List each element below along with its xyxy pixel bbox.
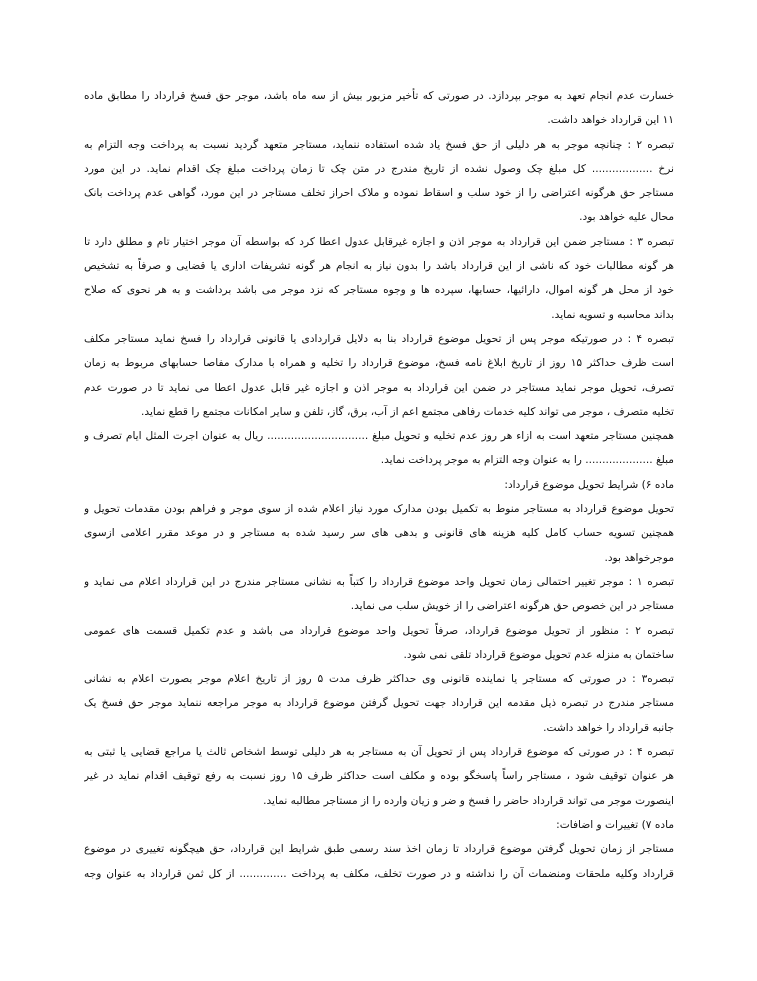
text-line: تصرف، تحویل موجر نماید مستاجر در ضمن این قرارداد به موجر اذن و اجازه غیر قابل عدول اعطا می نماید تا در صورت عدم <box>84 381 674 394</box>
text-line: تخلیه متصرف ، موجر می تواند کلیه خدمات رفاهی مجتمع اعم از آب، برق، گاز، تلفن و سایر امکانات مجتمع را قطع نماید. <box>141 405 674 418</box>
text-line: ساختمان به منزله عدم تحویل موضوع قرارداد تلقی نمی شود. <box>403 648 674 661</box>
section-heading: ماده ۷) تغییرات و اضافات: <box>556 818 674 831</box>
text-line: جانبه قرارداد را خواهد داشت. <box>543 721 674 734</box>
text-line: مبلغ .................... را به عنوان وجه التزام به موجر پرداخت نماید. <box>380 454 674 467</box>
text-line: اینصورت موجر می تواند قرارداد حاضر را فسخ و ضر و زیان وارده را از مستاجر مطالبه نماید. <box>263 794 674 807</box>
text-line: هر عنوان توقیف شود ، مستاجر راساً پاسخگو بوده و مکلف است حداکثر ظرف ۱۵ روز نسبت به رفع توقیف اقدام نماید در غیر <box>84 770 674 783</box>
text-line: تبصره ۳ : مستاجر ضمن این قرارداد به موجر اذن و اجازه غیرقابل عدول اعطا کرد که بواسطه آن موجر اختیار تام و مطلق دارد تا <box>84 235 674 248</box>
text-line: تبصره ۴ : در صورتیکه موجر پس از تحویل موضوع قرارداد بنا به دلایل قراردادی یا قانونی قرارداد را فسخ نماید مستاجر مکلف <box>84 332 674 345</box>
text-line: تبصره ۲ : منظور از تحویل موضوع قرارداد، صرفاً تحویل واحد موضوع قرارداد می باشد و عدم تکمیل قسمت های عمومی <box>84 624 674 637</box>
text-line: مستاجر در این خصوص حق هرگونه اعتراضی را از خویش سلب می نماید. <box>350 600 674 613</box>
text-line: مستاجر مندرج در تبصره ذیل مقدمه این قرارداد جهت تحویل گرفتن موضوع قرارداد به موجر مراجعه ننماید موجر حق فسخ یک <box>84 697 674 710</box>
text-line: همچنین مستاجر متعهد است به ازاء هر روز عدم تخلیه و تحویل مبلغ .............................. ریال به عنوان اجرت المثل ایام تصرف و <box>84 430 674 443</box>
text-line: موجرخواهد بود. <box>604 551 674 564</box>
document-body <box>84 84 674 886</box>
text-line: تبصره ۲ : چنانچه موجر به هر دلیلی از حق فسخ یاد شده استفاده ننماید، مستاجر متعهد گردید نسبت به پرداخت وجه التزام به <box>84 138 674 151</box>
text-line: تبصره ۴ : در صورتی که موضوع قرارداد پس از تحویل آن به مستاجر به هر دلیلی توسط اشخاص ثالث یا مراجع قضایی یا ثبتی به <box>84 746 674 759</box>
text-line: نرخ .................. کل مبلغ چک وصول نشده از تاریخ مندرج در متن چک تا زمان پرداخت مبلغ چک اقدام نماید. در این مورد <box>84 162 674 175</box>
text-line: ۱۱ این قرارداد خواهد داشت. <box>547 114 674 127</box>
text-line: خود از محل هر گونه اموال، دارائیها، حسابها، سپرده ها و وجوه مستاجر که نزد موجر می باشد برداشت و به هر نحوی که صلاح <box>84 284 674 297</box>
text-line: است ظرف حداکثر ۱۵ روز از تاریخ ابلاغ نامه فسخ، موضوع قرارداد را تخلیه و همراه با مدارک مفاصا حسابهای مربوط به زمان <box>84 357 674 370</box>
text-line: هر گونه مطالبات خود که ناشی از این قرارداد باشد را بدون نیاز به انجام هر گونه تشریفات اداری یا قضایی و صرفاً به تشخیص <box>84 260 674 273</box>
text-line: مستاجر از زمان تحویل گرفتن موضوع قرارداد تا زمان اخذ سند رسمی طبق شرایط این قرارداد، حق هیچگونه تغییری در موضوع <box>84 843 674 856</box>
text-line: قرارداد وکلیه ملحقات ومنضمات آن را نداشته و در صورت تخلف، مکلف به پرداخت .............. از کل ثمن قرارداد به عنوان وجه <box>84 867 674 880</box>
text-line: محال علیه خواهد بود. <box>579 211 674 224</box>
section-heading: ماده ۶) شرایط تحویل موضوع قرارداد: <box>504 478 674 491</box>
text-line: بداند محاسبه و تسویه نماید. <box>551 308 674 321</box>
text-line: خسارت عدم انجام تعهد به موجر بپردازد. در صورتی که تأخیر مزبور بیش از سه ماه باشد، موجر حق فسخ قرارداد را مطابق ماده <box>84 90 674 102</box>
text-line: تبصره۳ : در صورتی که مستاجر یا نماینده قانونی وی حداکثر ظرف مدت ۵ روز از تاریخ اعلام موجر بصورت اعلام به نشانی <box>84 673 674 686</box>
text-line: مستاجر حق هرگونه اعتراضی را از خود سلب و اسقاط نموده و ملاک احراز تخلف مستاجر در این مورد، گواهی عدم پرداخت بانک <box>84 187 674 200</box>
text-line: تبصره ۱ : موجر تغییر احتمالی زمان تحویل واحد موضوع قرارداد را کتباً به نشانی مستاجر مندرج در این قرارداد اعلام می نماید و <box>84 575 674 588</box>
text-line: همچنین تسویه حساب کامل کلیه هزینه های قانونی و بدهی های سر رسید شده به مستاجر و در موعد مقرر اعلامی ازسوی <box>84 527 674 540</box>
text-line: تحویل موضوع قرارداد به مستاجر منوط به تکمیل بودن مدارک مورد نیاز اعلام شده از سوی موجر و فراهم بودن مقدمات تحویل و <box>84 503 674 516</box>
